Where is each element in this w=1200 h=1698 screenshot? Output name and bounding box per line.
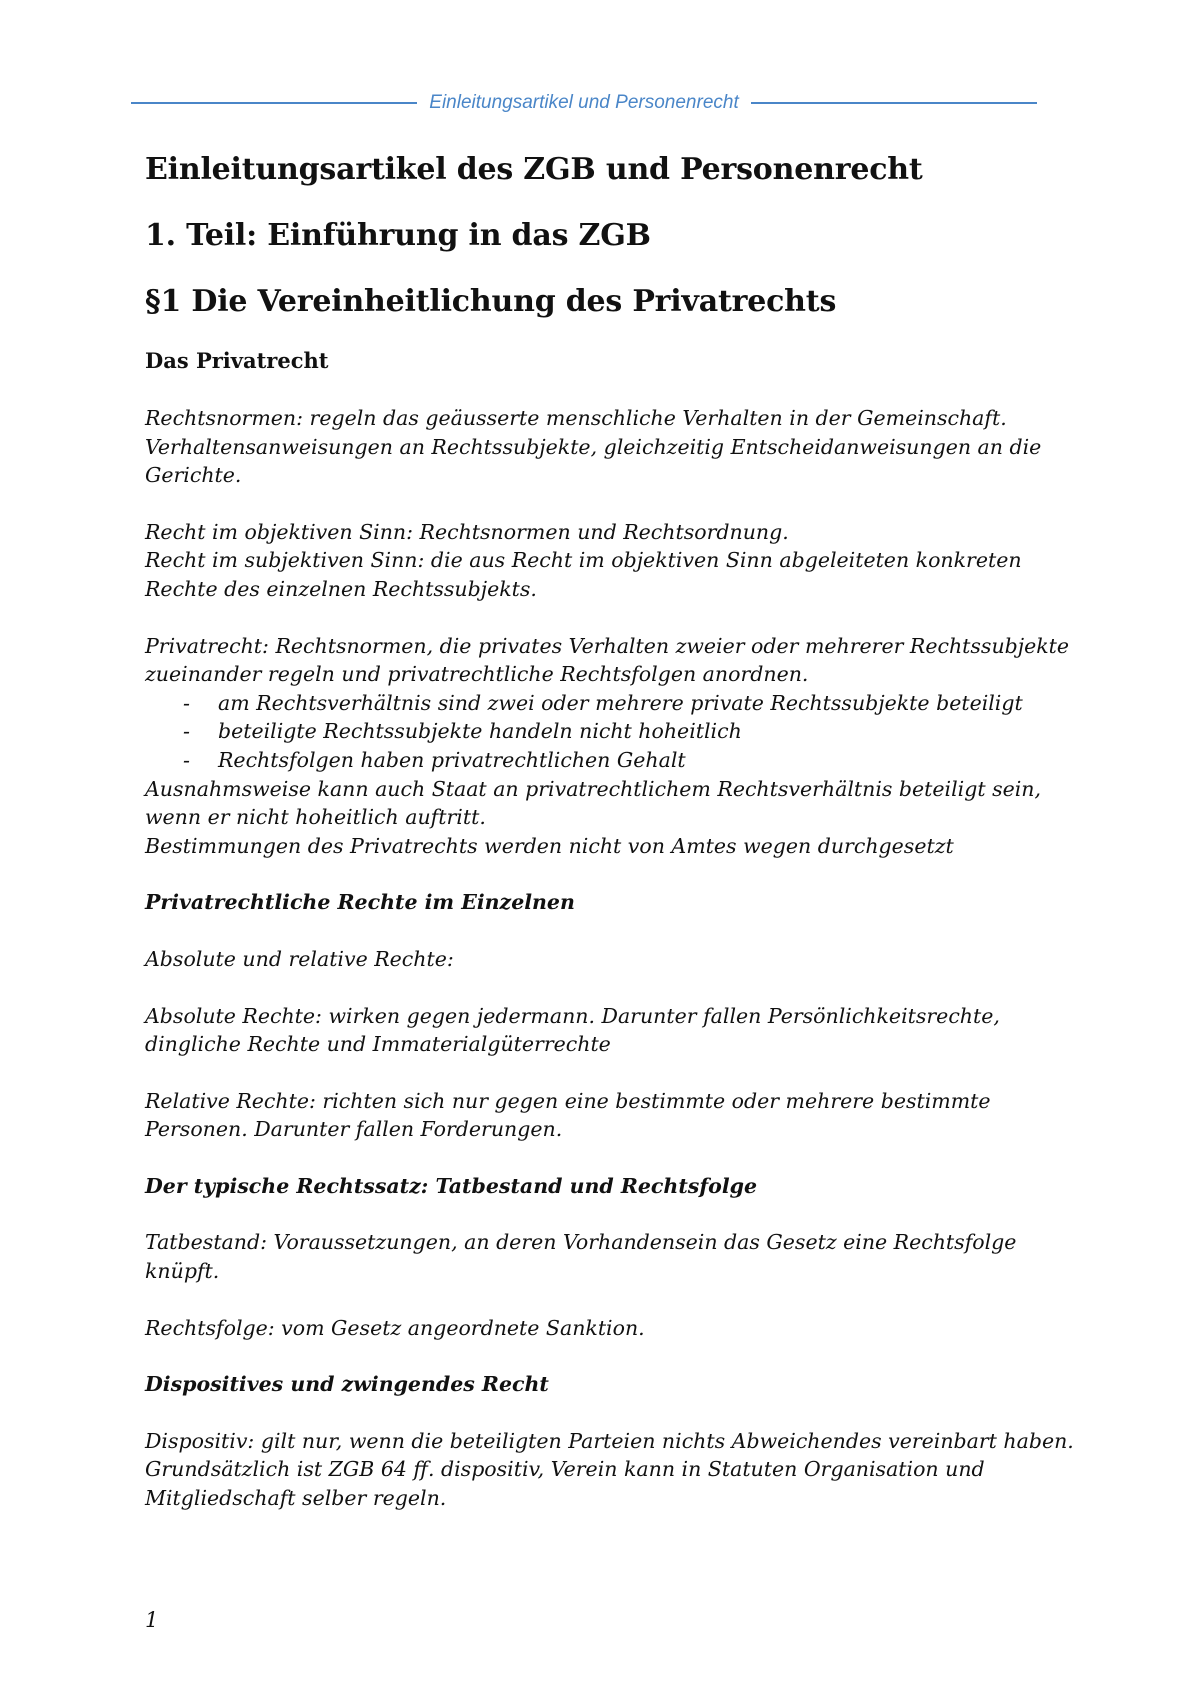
paragraph-ausnahme: Ausnahmsweise kann auch Staat an privatrechtlichem Rechtsverhältnis beteiligt sein, wenn er nicht hoheitlich auftritt. (145, 776, 1042, 830)
dash-marker: - (183, 690, 190, 715)
subheading-privatrecht: Das Privatrecht (145, 348, 329, 373)
heading-rechte-im-einzelnen: Privatrechtliche Rechte im Einzelnen (145, 890, 575, 915)
heading-rechtssatz: Der typische Rechtssatz: Tatbestand und Rechtsfolge (145, 1173, 757, 1198)
heading-dispositiv: Dispositives und zwingendes Recht (145, 1372, 549, 1397)
section-heading: §1 Die Vereinheitlichung des Privatrechts (145, 284, 837, 319)
dash-marker: - (183, 719, 190, 744)
paragraph-objektiv: Recht im objektiven Sinn: Rechtsnormen und Rechtsordnung. (145, 519, 789, 544)
header-rule-right (751, 102, 1037, 104)
running-header (131, 88, 1037, 118)
header-rule-left (131, 102, 417, 104)
running-header-text: Einleitungsartikel und Personenrecht (429, 92, 739, 113)
paragraph-rechtsnormen: Rechtsnormen: regeln das geäusserte menschliche Verhalten in der Gemeinschaft. Verhaltensanweisungen an Rechtssubjekte, gleichzeitig Entscheidanweisungen an die Gerichte. (145, 406, 1042, 488)
list-item: - beteiligte Rechtssubjekte handeln nicht hoheitlich (145, 717, 1075, 746)
paragraph-absolute-rechte: Absolute Rechte: wirken gegen jedermann. Darunter fallen Persönlichkeitsrechte, dingliche Rechte und Immaterialgüterrechte (145, 1003, 1000, 1057)
paragraph-absolute-relative: Absolute und relative Rechte: (145, 946, 454, 971)
paragraph-rechtsfolge: Rechtsfolge: vom Gesetz angeordnete Sanktion. (145, 1315, 645, 1340)
document-body (145, 148, 1075, 1513)
paragraph-dispositiv: Dispositiv: gilt nur, wenn die beteiligten Parteien nichts Abweichendes vereinbart haben. Grundsätzlich ist ZGB 64 ff. dispositiv, Verein kann in Statuten Organisation und Mitgliedschaft selber regeln. (145, 1428, 1074, 1511)
paragraph-relative-rechte: Relative Rechte: richten sich nur gegen eine bestimmte oder mehrere bestimmte Personen. Darunter fallen Forderungen. (145, 1088, 991, 1142)
list-item: - am Rechtsverhältnis sind zwei oder mehrere private Rechtssubjekte beteiligt (145, 689, 1075, 718)
paragraph-bestimmungen: Bestimmungen des Privatrechts werden nicht von Amtes wegen durchgesetzt (145, 833, 954, 858)
dash-marker: - (183, 747, 190, 772)
privatrecht-bullet-list (145, 689, 1075, 775)
paragraph-tatbestand: Tatbestand: Voraussetzungen, an deren Vorhandensein das Gesetz eine Rechtsfolge knüpft. (145, 1230, 1017, 1284)
list-item: - Rechtsfolgen haben privatrechtlichen Gehalt (145, 746, 1075, 775)
paragraph-privatrecht-definition: Privatrecht: Rechtsnormen, die privates Verhalten zweier oder mehrerer Rechtssubjekte zueinander regeln und privatrechtliche Rechtsfolgen anordnen. (145, 633, 1070, 687)
document-title: Einleitungsartikel des ZGB und Personenrecht (145, 152, 923, 187)
paragraph-subjektiv: Recht im subjektiven Sinn: die aus Recht im objektiven Sinn abgeleiteten konkreten Rechte des einzelnen Rechtssubjekts. (145, 548, 1022, 601)
part-heading: 1. Teil: Einführung in das ZGB (145, 218, 651, 253)
page-number: 1 (145, 1608, 159, 1632)
